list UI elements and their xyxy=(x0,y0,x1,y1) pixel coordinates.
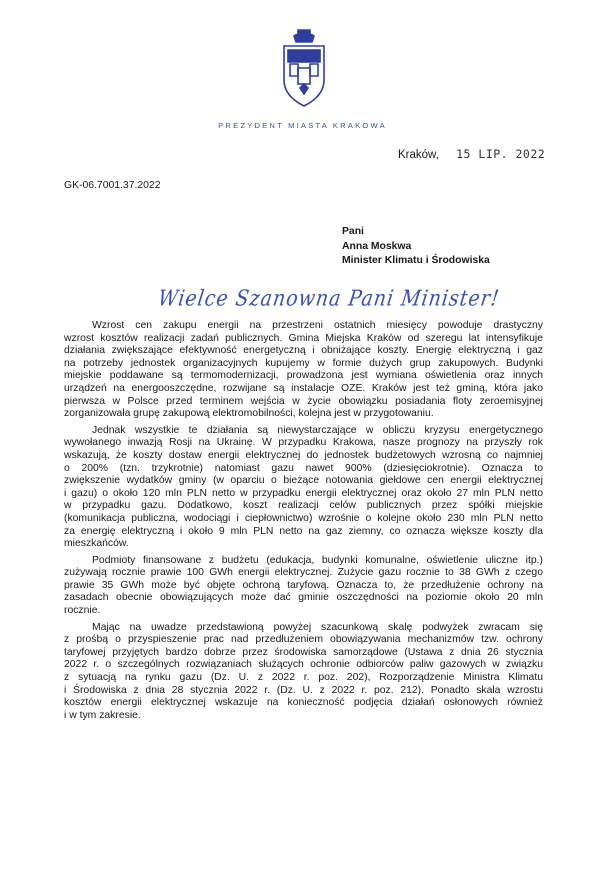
place-date xyxy=(398,147,545,161)
text-line: rocznie. xyxy=(64,605,101,617)
text-line: mieszkańców. xyxy=(64,538,129,550)
recipient-name: Anna Moskwa xyxy=(342,240,412,252)
text-line: taryfowej przyjętych bardzo dobrze przez środowiska samorządowe (Ustawa z dnia 26 stycznia xyxy=(64,646,543,658)
text-line: zużywają rocznie prawie 100 GWh energii elektrycznej. Zużycie gazu rocznie to 38 GWh z czego xyxy=(64,567,543,579)
text-line: zwiększenie wydatków gminy (w oparciu o bieżące notowania giełdowe cen energii elektrycznej xyxy=(64,475,543,487)
reference-number: GK-06.7001.37.2022 xyxy=(64,180,161,191)
text-line: z prośbą o przyspieszenie prac nad przedłużeniem obowiązywania mechanizmów tzw. ochrony xyxy=(64,634,543,646)
text-line: prawie 35 GWh może być objęte ochroną taryfową. Oznacza to, że przedłużenie ochrony na xyxy=(64,579,543,591)
recipient-position: Minister Klimatu i Środowiska xyxy=(342,255,490,266)
text-line: za energię elektryczną i około 9 mln PLN netto na gaz ziemny, co oznacza większe koszty dla xyxy=(64,525,543,537)
text-line: wskazują, że koszty dostaw energii elektrycznej do jednostek budżetowych wzrosną co najmniej xyxy=(64,449,543,461)
text-line: Jednak wszystkie te działania są niewystarczające w obliczu kryzysu energetycznego xyxy=(92,424,543,436)
text-line: i Środowiska z dnia 28 stycznia 2022 r. (Dz. U. z 2022 r. poz. 212). Ponadto skala wzrostu xyxy=(64,684,543,696)
text-line: o 200% (tzn. trzykrotnie) natomiast gazu nawet 900% (dziesięciokrotnie). Oznacza to xyxy=(64,462,543,474)
text-line: działania zwiększające efektywność energetyczną i obniżające koszty. Energię elektryczną i gaz xyxy=(64,345,543,357)
text-line: urządzeń na energooszczędne, rozwijane są instalacje OZE. Kraków jest też gminą, która jako xyxy=(64,382,543,394)
text-line: zasadach obecnie obowiązujących może dać gminie oszczędności na poziomie około 20 mln xyxy=(64,592,543,604)
recipient-title: Pani xyxy=(342,226,364,237)
text-line: Podmioty finansowane z budżetu (edukacja, budynki komunalne, oświetlenie uliczne itp.) xyxy=(92,554,543,566)
krakow-coat-of-arms-icon xyxy=(276,28,332,108)
paragraph xyxy=(64,320,543,421)
recipient-block xyxy=(342,225,490,269)
text-line: Wzrost cen zakupu energii na przestrzeni ostatnich miesięcy powoduje drastyczny xyxy=(92,320,543,331)
paragraph xyxy=(64,555,543,618)
text-line: wywołanego inwazją Rosji na Ukrainę. W przypadku Krakowa, nasze prognozy na przyszły rok xyxy=(64,437,543,449)
text-line: (komunikacja publiczna, wodociągi i ciepłownictwo) wzrośnie o kolejne około 230 mln PLN netto xyxy=(64,512,543,524)
text-line: z sytuacją na rynku gazu (Dz. U. z 2022 r. poz. 202), Rozporządzenie Ministra Klimatu xyxy=(64,672,543,684)
handwritten-salutation: Wielce Szanowna Pani Minister! xyxy=(156,286,502,312)
place: Kraków, xyxy=(398,149,439,161)
letter-body xyxy=(64,320,543,722)
text-line: na potrzeby jednostek organizacyjnych kupujemy w formie dużych grup zakupowych. Budynki xyxy=(64,357,543,369)
office-title: PREZYDENT MIASTA KRAKOWA xyxy=(218,121,387,130)
text-line: w przypadku gazu. Dodatkowo, koszt realizacji celów publicznych przez spółki miejskie xyxy=(64,500,543,512)
paragraph xyxy=(64,622,543,723)
text-line: pierwsza w Polsce przed terminem wejścia w życie obowiązku posiadania floty zeroemisyjnej xyxy=(64,395,543,407)
date-stamp: 15 LIP. 2022 xyxy=(456,147,546,161)
text-line: kosztów energii elektrycznej wskazuje na konieczność podjęcia działań osłonowych również xyxy=(64,697,543,709)
text-line: i gazu) o około 120 mln PLN netto w przypadku energii elektrycznej oraz około 27 mln PLN netto xyxy=(64,487,543,499)
text-line: miejskie poddawane są termomodernizacji, prowadzona jest wymiana oświetlenia oraz innych xyxy=(64,370,543,382)
text-line: 2022 r. o szczególnych rozwiązaniach służących ochronie odbiorców paliw gazowych w związku xyxy=(64,659,543,671)
text-line: i w tym zakresie. xyxy=(64,709,141,721)
text-line: wzrost kosztów realizacji zadań publicznych. Gmina Miejska Kraków od szeregu lat intensyfikuje xyxy=(64,332,543,344)
text-line: Mając na uwadze przedstawioną powyżej szacunkową skalę podwyżek zwracam się xyxy=(92,621,543,633)
paragraph xyxy=(64,425,543,551)
text-line: zorganizowała grupę zakupową elektromobilności, kolejna jest w przygotowaniu. xyxy=(64,408,434,420)
